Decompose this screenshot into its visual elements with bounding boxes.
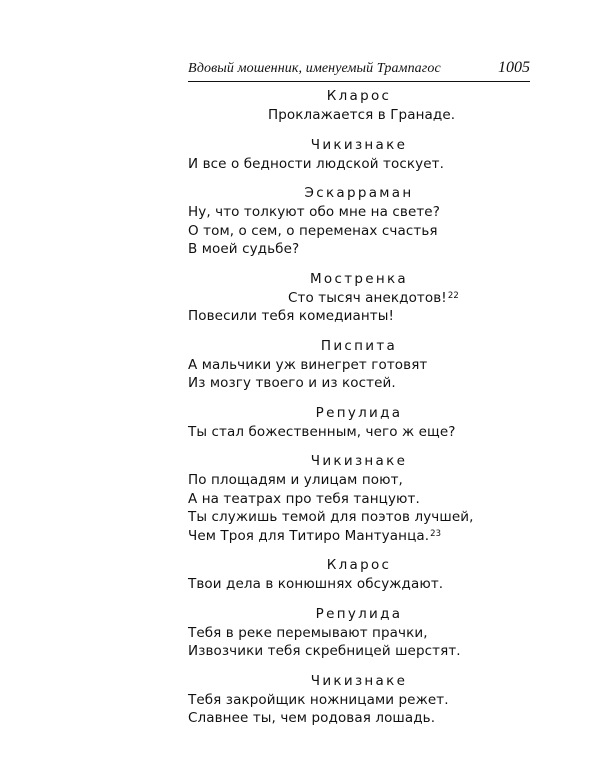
speech-block bbox=[188, 269, 530, 326]
verse-line bbox=[188, 289, 530, 308]
verse-text: Ты стал божественным, чего ж еще? bbox=[188, 423, 456, 440]
verse-line bbox=[188, 356, 530, 375]
verse-text: Извозчики тебя скребницей шерстят. bbox=[188, 643, 461, 659]
verse-text: Сто тысяч анекдотов! bbox=[288, 289, 447, 306]
verse-line bbox=[188, 240, 530, 259]
speech-block bbox=[188, 183, 530, 259]
verse-text: Твои дела в конюшнях обсуждают. bbox=[188, 576, 444, 592]
verse-text: А мальчики уж винегрет готовят bbox=[188, 356, 428, 373]
footnote-marker[interactable]: 23 bbox=[430, 528, 442, 539]
verse-line bbox=[188, 307, 530, 326]
verse-line bbox=[188, 709, 530, 728]
header-rule bbox=[188, 81, 530, 82]
verse-text: И все о бедности людской тоскует. bbox=[188, 155, 444, 172]
verse-line bbox=[188, 691, 530, 710]
speaker-name: Репулида bbox=[315, 605, 403, 622]
speaker-name: Чикизнаке bbox=[310, 453, 408, 469]
verse-text: В моей судьбе? bbox=[188, 241, 300, 257]
speech-block bbox=[188, 403, 530, 442]
verse-text: По площадям и улицам поют, bbox=[188, 472, 403, 488]
speaker-name: Писпита bbox=[320, 337, 398, 354]
speech-block bbox=[188, 671, 530, 728]
speaker-name: Репулида bbox=[315, 404, 403, 421]
verse-line bbox=[188, 155, 530, 174]
speaker-name: Кларос bbox=[326, 88, 392, 104]
speech-block bbox=[188, 135, 530, 174]
verse-line bbox=[188, 374, 530, 393]
verse-text: О том, о сем, о переменах счастья bbox=[188, 222, 438, 239]
verse-text: Тебя в реке перемывают прачки, bbox=[188, 624, 428, 641]
verse-line bbox=[188, 490, 530, 509]
verse-line bbox=[188, 575, 530, 594]
play-text bbox=[188, 86, 530, 728]
page-header bbox=[188, 60, 530, 82]
speech-block bbox=[188, 555, 530, 594]
verse-text: Ну, что толкуют обо мне на свете? bbox=[188, 204, 440, 220]
speech-block bbox=[188, 451, 530, 545]
speech-block bbox=[188, 604, 530, 661]
speaker-name: Чикизнаке bbox=[310, 672, 408, 689]
speaker-name: Кларос bbox=[326, 557, 392, 573]
speech-block bbox=[188, 336, 530, 393]
verse-text: Из мозгу твоего и из костей. bbox=[188, 375, 396, 391]
verse-text: Славнее ты, чем родовая лошадь. bbox=[188, 710, 436, 726]
verse-text: Проклажается в Гранаде. bbox=[268, 107, 456, 123]
verse-line bbox=[188, 624, 530, 643]
footnote-marker[interactable]: 22 bbox=[447, 290, 459, 301]
verse-text: Тебя закройщик ножницами режет. bbox=[188, 691, 449, 708]
speaker-name: Эскарраман bbox=[304, 185, 414, 201]
verse-line bbox=[188, 423, 530, 442]
verse-line bbox=[188, 527, 530, 546]
speech-block bbox=[188, 86, 530, 125]
speaker-name: Мостренка bbox=[309, 270, 409, 287]
speaker-name: Чикизнаке bbox=[310, 136, 408, 153]
verse-line bbox=[188, 203, 530, 222]
verse-text: А на театрах про тебя танцуют. bbox=[188, 490, 420, 507]
verse-text: Ты служишь темой для поэтов лучшей, bbox=[188, 509, 474, 525]
verse-text: Повесили тебя комедианты! bbox=[188, 308, 395, 324]
verse-line bbox=[188, 508, 530, 527]
running-title: Вдовый мошенник, именуемый Трампагос bbox=[188, 61, 441, 76]
verse-line bbox=[188, 471, 530, 490]
verse-text: Чем Троя для Титиро Мантуанца. bbox=[188, 527, 430, 544]
verse-line bbox=[188, 106, 530, 125]
verse-line bbox=[188, 642, 530, 661]
verse-line bbox=[188, 222, 530, 241]
page-number: 1005 bbox=[498, 59, 530, 76]
